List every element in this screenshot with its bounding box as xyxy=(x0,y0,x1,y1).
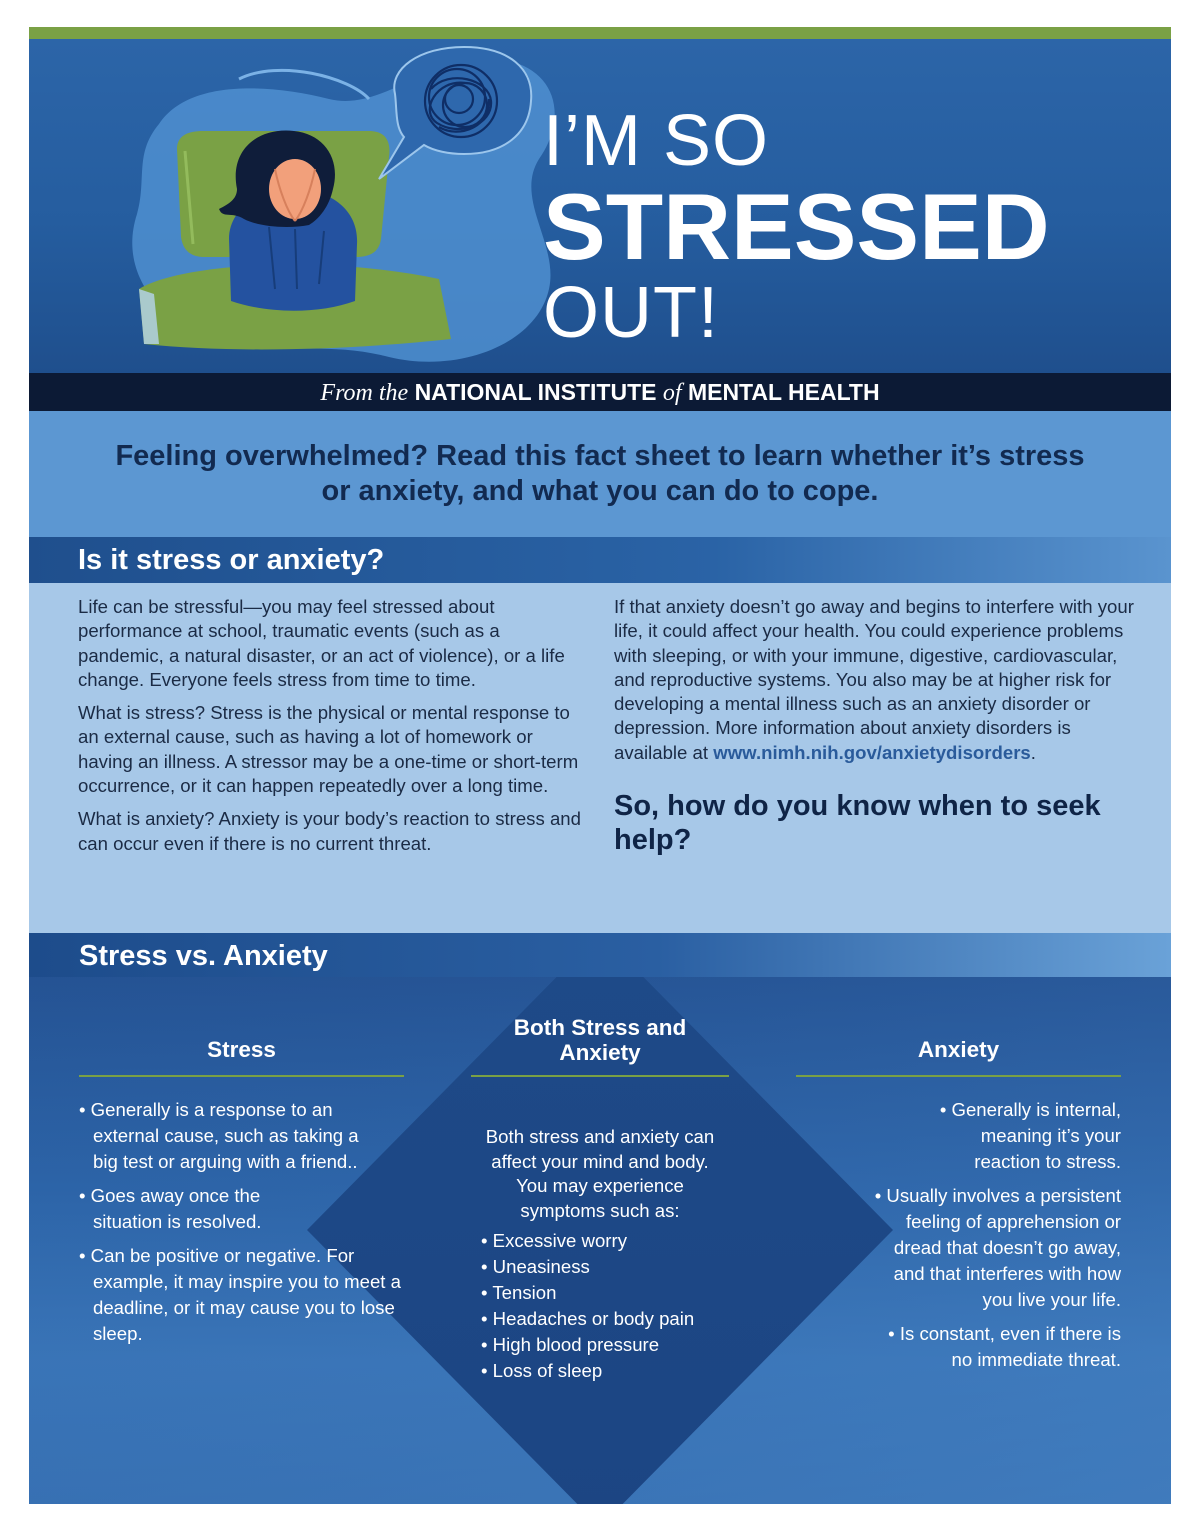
anxiety-disorders-link[interactable]: www.nimh.nih.gov/anxietydisorders xyxy=(713,741,1031,763)
stress-column-heading: Stress xyxy=(207,1037,276,1062)
left-column xyxy=(78,595,588,865)
both-column-rule xyxy=(471,1075,729,1077)
both-column-heading: Both Stress and Anxiety xyxy=(513,1015,687,1065)
stress-list xyxy=(79,1097,401,1355)
period: . xyxy=(1030,741,1036,763)
mental-health-text: MENTAL HEALTH xyxy=(687,379,880,405)
page-title xyxy=(543,101,1050,353)
national-institute-text: NATIONAL INSTITUTE xyxy=(414,379,657,405)
title-line-2: STRESSED xyxy=(543,174,1050,279)
title-line-1: I’M SO xyxy=(543,101,770,181)
anxiety-list xyxy=(874,1097,1121,1381)
section-heading: Is it stress or anxiety? xyxy=(78,544,385,576)
paragraph xyxy=(614,595,1134,765)
of-text: of xyxy=(662,380,682,406)
anxiety-column-rule xyxy=(796,1075,1121,1077)
intro-text: Feeling overwhelmed? Read this fact sheet to learn whether it’s stress or anxiety, and what you can do to cope. xyxy=(115,440,1085,507)
stress-column-rule xyxy=(79,1075,404,1077)
paragraph: What is anxiety? Anxiety is your body’s reaction to stress and can occur even if there is no current threat. xyxy=(78,808,581,854)
both-intro-text: Both stress and anxiety can affect your mind and body. You may experience symptoms such as: xyxy=(485,1126,715,1221)
right-column xyxy=(614,595,1134,857)
symptom-list xyxy=(481,1228,741,1384)
list-item: • High blood pressure xyxy=(481,1334,660,1355)
list-item: • Can be positive or negative. For example, it may inspire you to meet a deadline, or it may cause you to lose sleep. xyxy=(79,1245,401,1344)
seek-help-heading: So, how do you know when to seek help? xyxy=(614,790,1101,857)
paragraph: Life can be stressful—you may feel stressed about performance at school, traumatic events (such as a pandemic, a natural disaster, or an act of violence), or a life change. Everyone feels stress from time to time. xyxy=(78,596,565,690)
list-item: • Is constant, even if there is no immediate threat. xyxy=(888,1323,1121,1370)
list-item: • Usually involves a persistent feeling of apprehension or dread that doesn’t go away, and that interferes with how you live your life. xyxy=(874,1185,1121,1310)
list-item: • Goes away once the situation is resolved. xyxy=(79,1185,262,1232)
list-item: • Tension xyxy=(481,1282,557,1303)
top-accent-rule xyxy=(29,27,1171,39)
list-item: • Uneasiness xyxy=(481,1256,590,1277)
intro-panel xyxy=(29,411,1171,537)
section-stress-or-anxiety-header xyxy=(29,537,1171,583)
list-item: • Generally is internal, meaning it’s your reaction to stress. xyxy=(939,1099,1121,1172)
stressed-person-illustration xyxy=(119,39,579,373)
anxiety-column-heading: Anxiety xyxy=(917,1037,1000,1062)
hero-banner xyxy=(29,39,1171,373)
section-heading: Stress vs. Anxiety xyxy=(79,940,328,972)
list-item: • Generally is a response to an external cause, such as taking a big test or arguing with a friend.. xyxy=(79,1099,359,1172)
title-line-3: OUT! xyxy=(543,273,719,353)
section-stress-or-anxiety-body xyxy=(29,583,1171,933)
anxiety-effects-text: If that anxiety doesn’t go away and begins to interfere with your life, it could affect your health. You could experience problems with sleeping, or with your immune, digestive, cardiovascular, and reproductive systems. You also may be at higher risk for developing a mental illness such as an anxiety disorder or depression. More information about anxiety disorders is available at xyxy=(614,596,1134,763)
fact-sheet xyxy=(29,27,1171,1504)
list-item: • Loss of sleep xyxy=(481,1360,603,1381)
paragraph: What is stress? Stress is the physical or mental response to an external cause, such as having a lot of homework or having an illness. A stressor may be a one-time or short-term occurrence, or it can happen repeatedly over a long time. xyxy=(78,702,579,797)
from-the-text: From the xyxy=(320,380,409,406)
stress-vs-anxiety-section xyxy=(29,933,1171,1504)
list-item: • Headaches or body pain xyxy=(481,1308,695,1329)
stress-vs-anxiety-header xyxy=(29,933,1171,977)
nimh-attribution-bar xyxy=(29,373,1171,411)
list-item: • Excessive worry xyxy=(481,1230,627,1251)
